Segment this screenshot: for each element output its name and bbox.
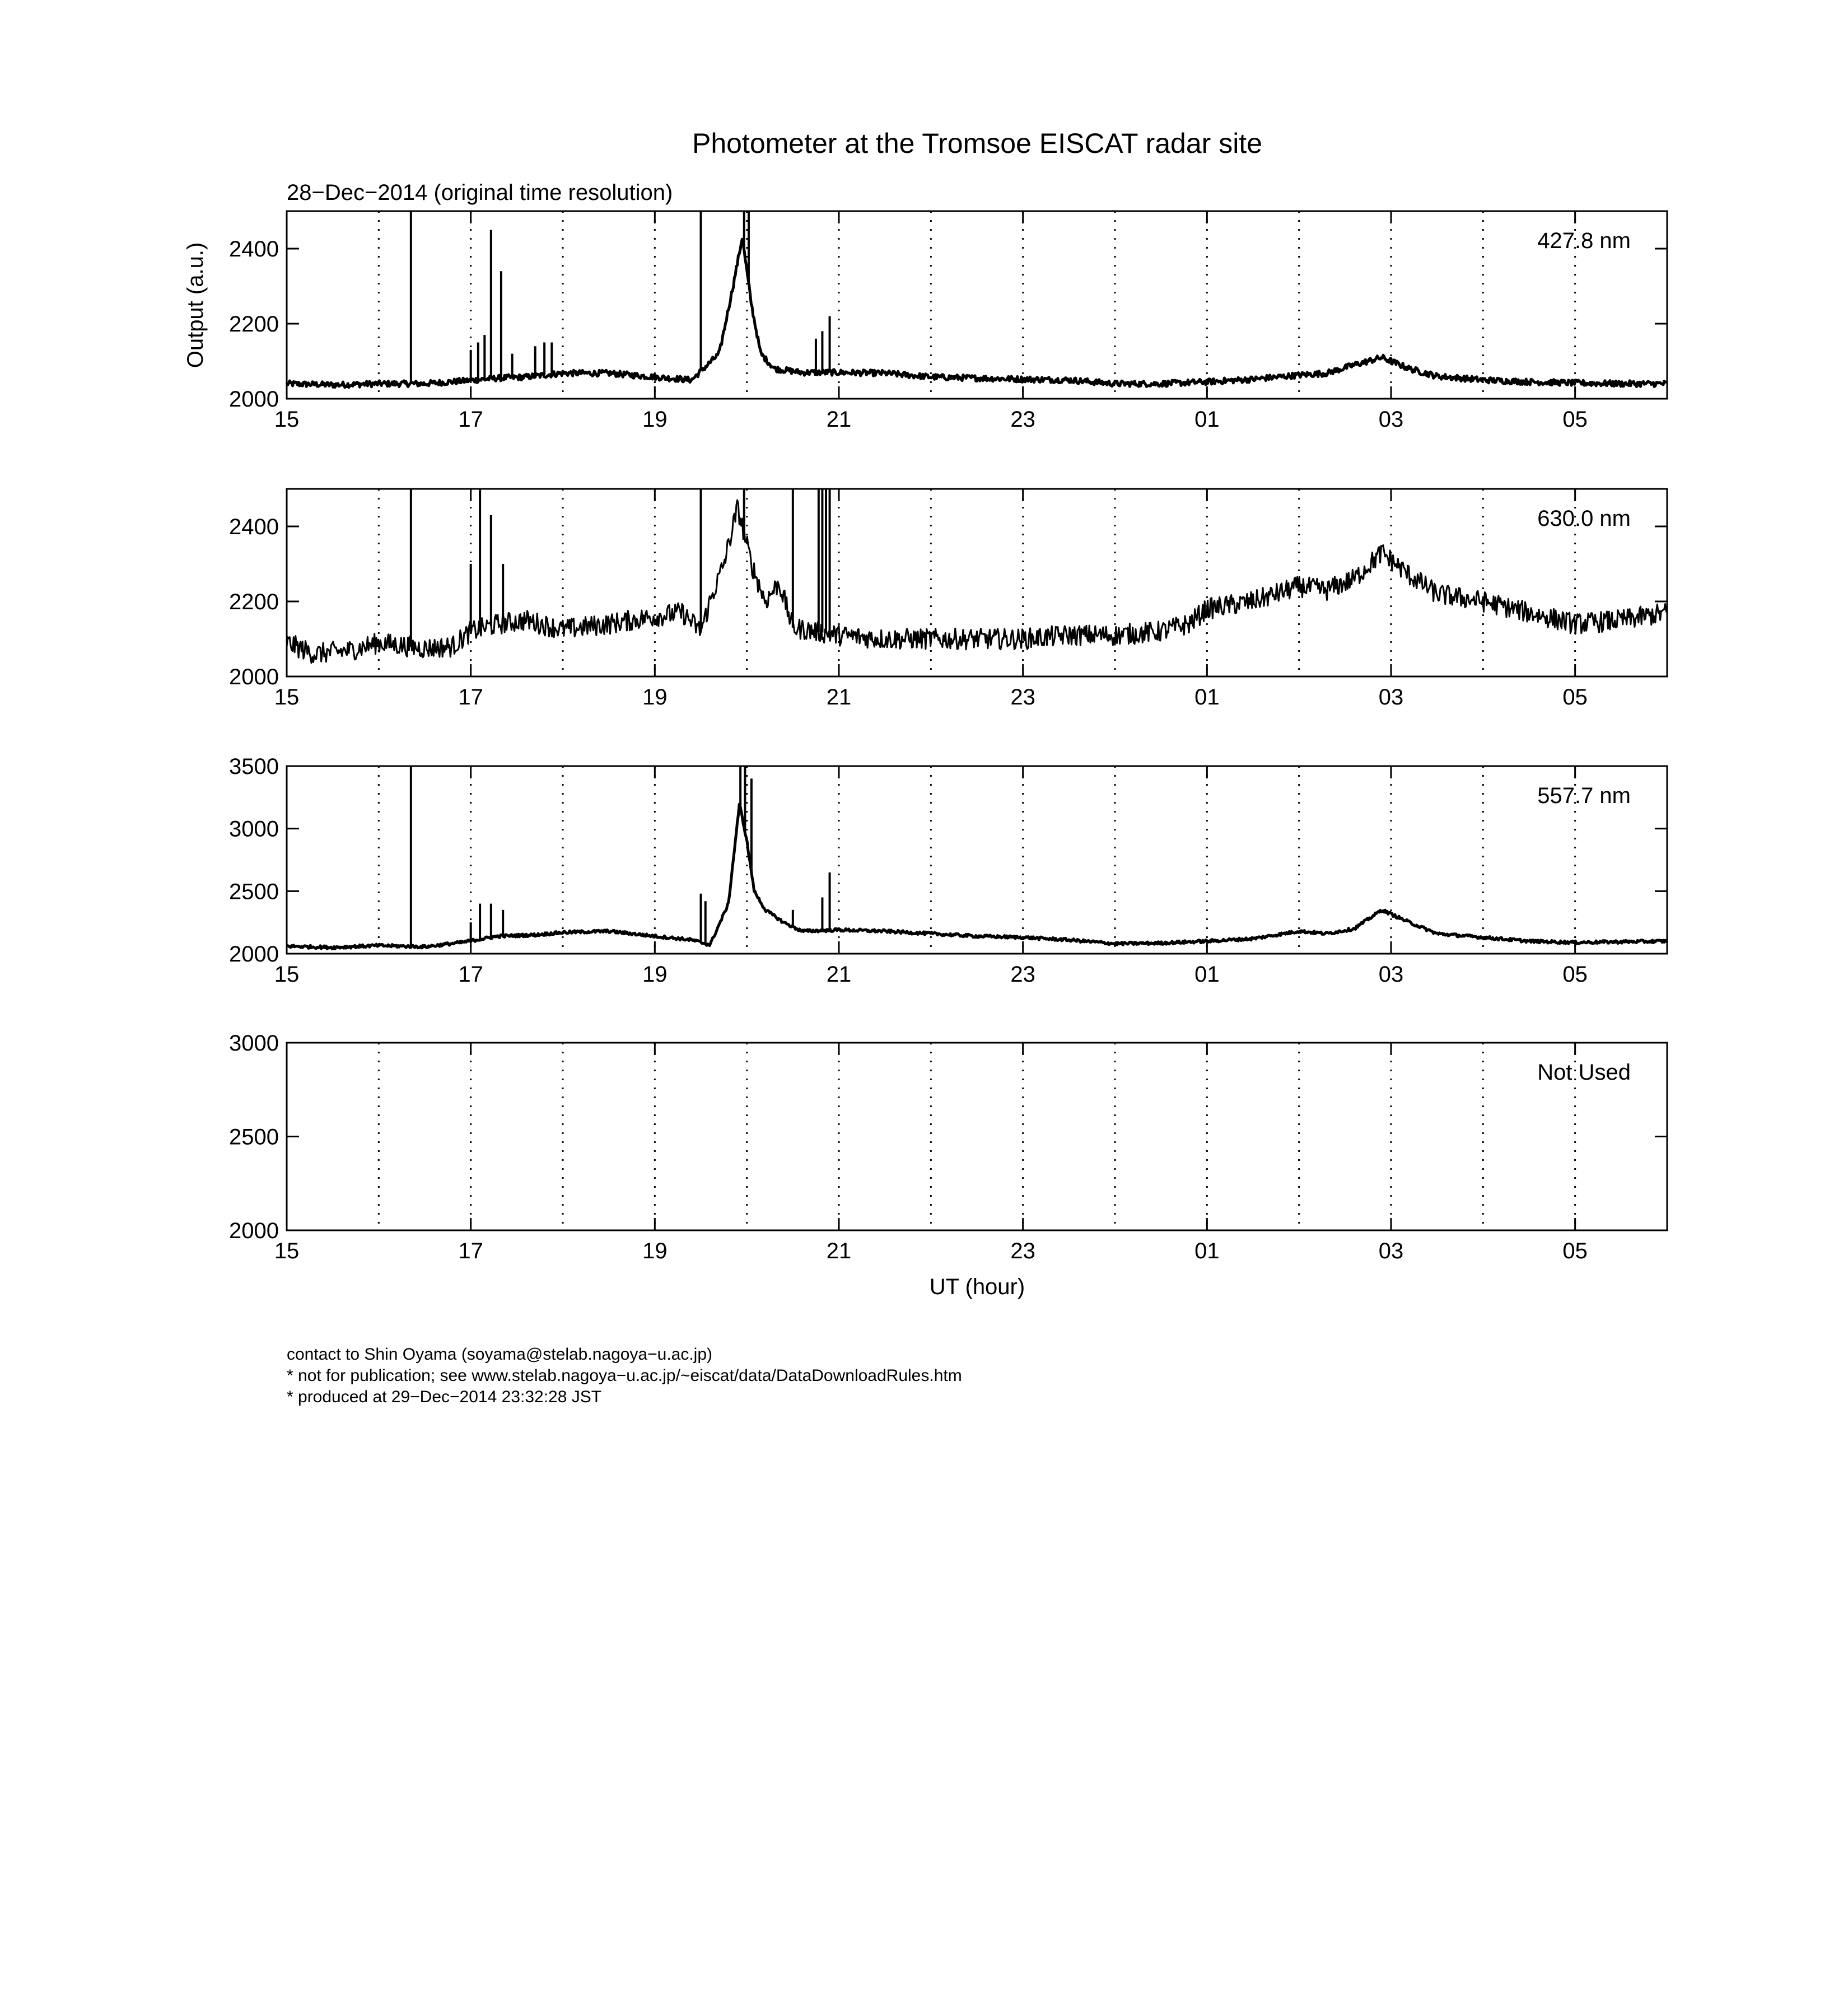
x-tick-label: 23 — [1010, 1239, 1035, 1263]
x-tick-label: 03 — [1378, 407, 1404, 432]
x-tick-label: 05 — [1562, 962, 1588, 987]
panel-3 — [229, 754, 1667, 987]
y-tick-label: 2000 — [229, 942, 279, 967]
y-tick-label: 2000 — [229, 665, 279, 689]
x-tick-label: 15 — [274, 962, 300, 987]
x-tick-label: 03 — [1378, 1239, 1404, 1263]
figure-subtitle: 28−Dec−2014 (original time resolution) — [287, 180, 673, 205]
plot-frame — [287, 1043, 1667, 1230]
y-tick-label: 3000 — [229, 816, 279, 842]
x-tick-label: 05 — [1562, 685, 1588, 710]
x-tick-label: 19 — [642, 407, 668, 432]
x-tick-label: 19 — [642, 685, 668, 710]
y-tick-label: 2200 — [229, 312, 279, 337]
footer-produced: * produced at 29−Dec−2014 23:32:28 JST — [287, 1388, 602, 1406]
plot-frame — [287, 489, 1667, 676]
y-tick-label: 2400 — [229, 237, 279, 262]
x-tick-label: 15 — [274, 685, 300, 710]
x-tick-label: 19 — [642, 1239, 668, 1263]
x-tick-label: 01 — [1194, 685, 1220, 710]
x-tick-label: 23 — [1010, 962, 1035, 987]
x-tick-label: 03 — [1378, 962, 1404, 987]
figure-title: Photometer at the Tromsoe EISCAT radar site — [692, 128, 1263, 159]
plot-frame — [287, 766, 1667, 954]
x-tick-label: 01 — [1194, 1239, 1220, 1263]
x-tick-label: 23 — [1010, 685, 1035, 710]
x-tick-label: 03 — [1378, 685, 1404, 710]
series-line-1 — [287, 500, 1667, 663]
x-tick-label: 05 — [1562, 407, 1588, 432]
legend-label: 630.0 nm — [1537, 506, 1631, 531]
x-tick-label: 17 — [458, 685, 483, 710]
legend-label: 427.8 nm — [1537, 228, 1631, 253]
series-line-1 — [287, 804, 1667, 949]
x-tick-label: 17 — [458, 407, 483, 432]
legend-label: 557.7 nm — [1537, 783, 1631, 808]
panels-group — [229, 211, 1667, 1263]
x-tick-label: 21 — [826, 962, 852, 987]
x-tick-label: 15 — [274, 407, 300, 432]
x-tick-label: 17 — [458, 1239, 483, 1263]
y-tick-label: 2400 — [229, 515, 279, 539]
y-tick-label: 3000 — [229, 1031, 279, 1056]
y-tick-label: 2200 — [229, 590, 279, 614]
x-tick-label: 05 — [1562, 1239, 1588, 1263]
panel-4 — [229, 1031, 1667, 1263]
panel-2 — [229, 489, 1667, 710]
x-axis-label: UT (hour) — [929, 1275, 1025, 1299]
x-tick-label: 21 — [826, 685, 852, 710]
x-tick-label: 01 — [1194, 407, 1220, 432]
y-tick-label: 3500 — [229, 754, 279, 779]
x-tick-label: 21 — [826, 407, 852, 432]
y-tick-label: 2500 — [229, 1124, 279, 1150]
x-tick-label: 23 — [1010, 407, 1035, 432]
x-tick-label: 01 — [1194, 962, 1220, 987]
footer-rules: * not for publication; see www.stelab.nagoya−u.ac.jp/~eiscat/data/DataDownloadRules.htm — [287, 1366, 962, 1385]
x-tick-label: 15 — [274, 1239, 300, 1263]
legend-label: Not Used — [1537, 1060, 1631, 1085]
y-axis-label: Output (a.u.) — [183, 242, 208, 368]
footer-contact: contact to Shin Oyama (soyama@stelab.nagoya−u.ac.jp) — [287, 1345, 713, 1364]
x-tick-label: 21 — [826, 1239, 852, 1263]
panel-1 — [229, 211, 1667, 432]
footer-notes — [287, 1344, 962, 1408]
series-line-1 — [287, 239, 1667, 388]
y-tick-label: 2000 — [229, 1219, 279, 1243]
y-tick-label: 2500 — [229, 879, 279, 904]
y-tick-label: 2000 — [229, 387, 279, 412]
x-tick-label: 19 — [642, 962, 668, 987]
plot-frame — [287, 211, 1667, 399]
x-tick-label: 17 — [458, 962, 483, 987]
